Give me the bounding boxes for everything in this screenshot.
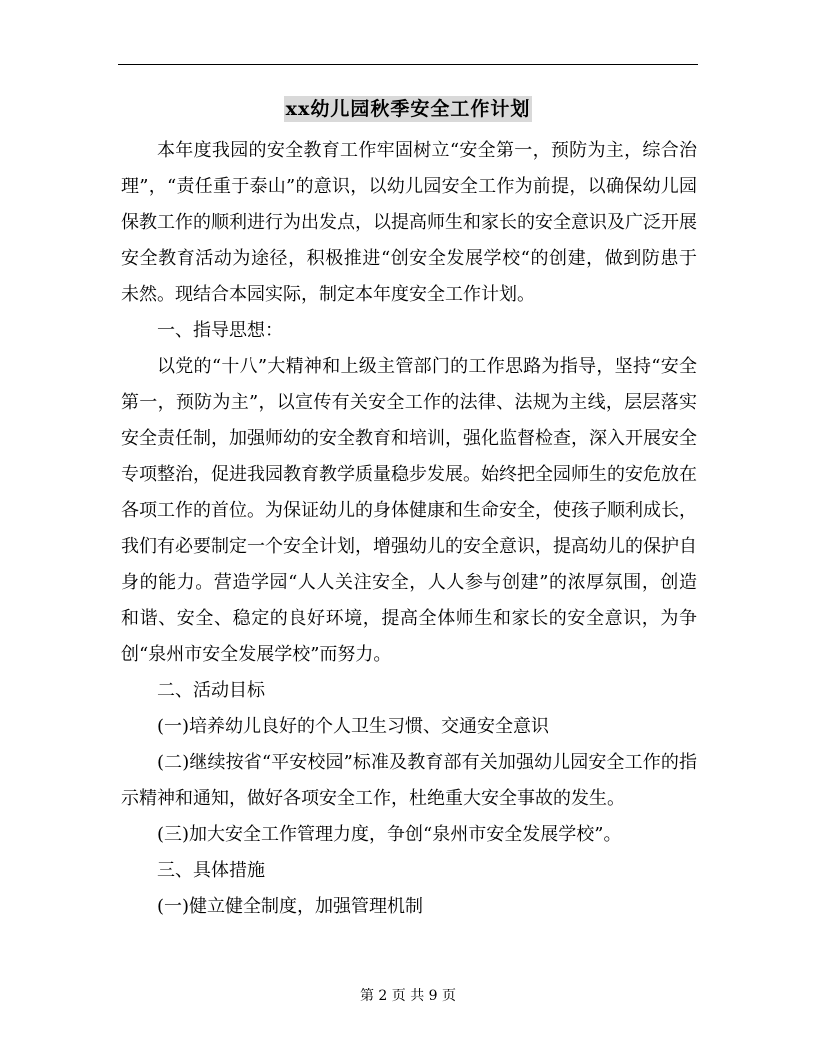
guiding-ideology-paragraph: 以党的“十八”大精神和上级主管部门的工作思路为指导，坚持“安全第一，预防为主”，以宣传有关安全工作的法律、法规为主线，层层落实安全责任制，加强师幼的安全教育和培训，强化监督检查，深入开展安全专项整治，促进我园教育教学质量稳步发展。始终把全园师生的安危放在各项工作的首位。为保证幼儿的身体健康和生命安全，使孩子顺利成长，我们有必要制定一个安全计划，增强幼儿的安全意识，提高幼儿的保护自身的能力。营造学园“人人关注安全，人人参与创建”的浓厚氛围，创造和谐、安全、稳定的良好环境，提高全体师生和家长的安全意识，为争创“泉州市安全发展学校”而努力。 — [121, 356, 697, 665]
goal-item-2: (二)继续按省“平安校园”标准及教育部有关加强幼儿园安全工作的指示精神和通知，做好各项安全工作，杜绝重大安全事故的发生。 — [121, 752, 697, 809]
document-title: xx幼儿园秋季安全工作计划 — [285, 98, 531, 120]
document-title-wrapper — [0, 96, 816, 123]
intro-paragraph: 本年度我园的安全教育工作牢固树立“安全第一，预防为主，综合治理”，“责任重于泰山”的意识，以幼儿园安全工作为前提，以确保幼儿园保教工作的顺利进行为出发点，以提高师生和家长的安全意识及广泛开展安全教育活动为途径，积极推进“创安全发展学校“的创建，做到防患于未然。现结合本园实际，制定本年度安全工作计划。 — [121, 140, 697, 305]
document-body — [121, 133, 697, 925]
goal-item-1: (一)培养幼儿良好的个人卫生习惯、交通安全意识 — [157, 716, 550, 737]
section-heading-specific-measures: 三、具体措施 — [157, 860, 265, 881]
page-number-label: 第 2 页 共 9 页 — [359, 988, 457, 1004]
goal-item-3: (三)加大安全工作管理力度，争创“泉州市安全发展学校”。 — [157, 824, 622, 845]
header-rule — [118, 64, 698, 65]
measure-item-1: (一)健立健全制度，加强管理机制 — [157, 896, 424, 917]
section-heading-activity-goals: 二、活动目标 — [157, 680, 265, 701]
section-heading-guiding-ideology: 一、指导思想： — [157, 320, 283, 341]
page-footer — [0, 986, 816, 1006]
